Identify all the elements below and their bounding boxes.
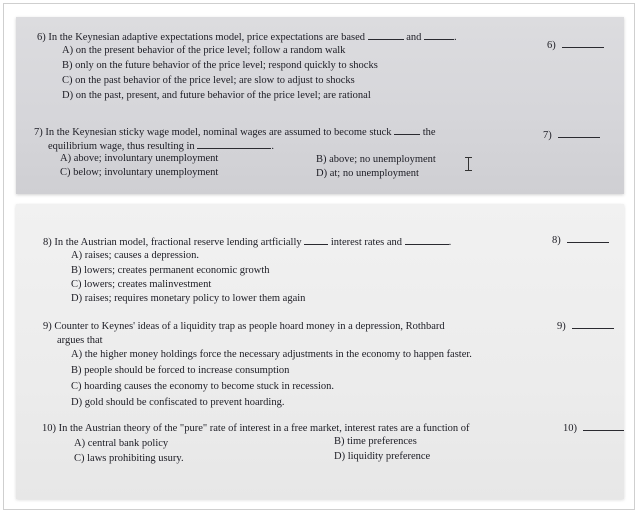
question-6-answer-label: 6): [547, 40, 556, 51]
question-8-option-c: C) lowers; creates malinvestment: [71, 279, 212, 290]
question-10-option-d: D) liquidity preference: [334, 451, 431, 462]
question-8-answer: [552, 232, 609, 248]
question-7-stem-line2-text: equilibrium wage, thus resulting in: [48, 141, 195, 152]
question-10-stem: [42, 422, 470, 436]
question-9-stem: [43, 320, 445, 334]
question-6-blank-1: [368, 29, 404, 40]
question-9-answer-line[interactable]: [572, 318, 614, 329]
question-10-stem-text: 10) In the Austrian theory of the "pure" rate of interest in a free market, interest rates are a function of: [42, 423, 470, 434]
question-8-blank-1: [304, 234, 328, 245]
question-9-option-a: A) the higher money holdings force the necessary adjustments in the economy to happen faster.: [71, 349, 472, 360]
text-cursor-icon: [464, 157, 474, 171]
question-6-answer-line[interactable]: [562, 37, 604, 48]
question-9-option-d: D) gold should be confiscated to prevent hoarding.: [71, 397, 285, 408]
question-8-blank-2: [405, 234, 449, 245]
question-9-option-c: C) hoarding causes the economy to become stuck in recession.: [71, 381, 335, 392]
question-6-stem-end: .: [454, 32, 457, 43]
question-9-answer: [557, 318, 614, 334]
question-7-option-d: D) at; no unemployment: [316, 168, 419, 179]
question-9-answer-label: 9): [557, 321, 566, 332]
question-7-option-a: A) above; involuntary unemployment: [60, 153, 219, 164]
question-7-stem-text: 7) In the Keynesian sticky wage model, nominal wages are assumed to become stuck: [34, 127, 392, 138]
question-6-stem-text: 6) In the Keynesian adaptive expectations model, price expectations are based: [37, 32, 365, 43]
question-7-the: the: [422, 127, 436, 138]
question-7-option-b: B) above; no unemployment: [316, 154, 436, 165]
question-10-answer-line[interactable]: [583, 420, 624, 431]
question-8-answer-line[interactable]: [567, 232, 609, 243]
question-10-answer: [563, 420, 624, 436]
question-10-option-a: A) central bank policy: [74, 438, 169, 449]
question-8-option-d: D) raises; requires monetary policy to lower them again: [71, 293, 306, 304]
question-8-option-a: A) raises; causes a depression.: [71, 250, 199, 261]
question-6-option-a: A) on the present behavior of the price level; follow a random walk: [62, 45, 346, 56]
question-7-option-c: C) below; involuntary unemployment: [60, 167, 219, 178]
question-10-option-b: B) time preferences: [334, 436, 417, 447]
question-7-blank-2: [197, 138, 271, 149]
question-8-option-b: B) lowers; creates permanent economic growth: [71, 265, 270, 276]
question-10-answer-label: 10): [563, 423, 577, 434]
question-7-answer: [543, 127, 600, 143]
question-6-option-c: C) on the past behavior of the price level; are slow to adjust to shocks: [62, 75, 355, 86]
question-6-option-d: D) on the past, present, and future behavior of the price level; are rational: [62, 90, 371, 101]
question-7-answer-label: 7): [543, 130, 552, 141]
question-7-answer-line[interactable]: [558, 127, 600, 138]
question-6-and: and: [406, 32, 422, 43]
question-8-stem-text: 8) In the Austrian model, fractional reserve lending artficially: [43, 237, 302, 248]
question-7-blank-1: [394, 124, 420, 135]
exam-photo-bottom: [16, 204, 624, 499]
question-8-answer-label: 8): [552, 235, 561, 246]
question-8-stem-end: .: [448, 237, 452, 248]
question-6-answer: [547, 37, 604, 53]
exam-photo-top: [16, 17, 624, 194]
question-10-option-c: C) laws prohibiting usury.: [74, 453, 184, 464]
question-6-option-b: B) only on the future behavior of the price level; respond quickly to shocks: [62, 60, 378, 71]
question-6-stem: [37, 29, 457, 45]
question-9-stem-text: 9) Counter to Keynes' ideas of a liquidity trap as people hoard money in a depression, Rothbard: [43, 321, 445, 332]
question-9-stem-line2: argues that: [57, 335, 103, 346]
question-6-blank-2: [424, 29, 454, 40]
question-8-stem: [43, 234, 451, 250]
question-9-option-b: B) people should be forced to increase consumption: [71, 365, 290, 376]
question-8-stem-b: interest rates and: [330, 237, 403, 248]
question-7-stem-end: .: [271, 141, 274, 152]
